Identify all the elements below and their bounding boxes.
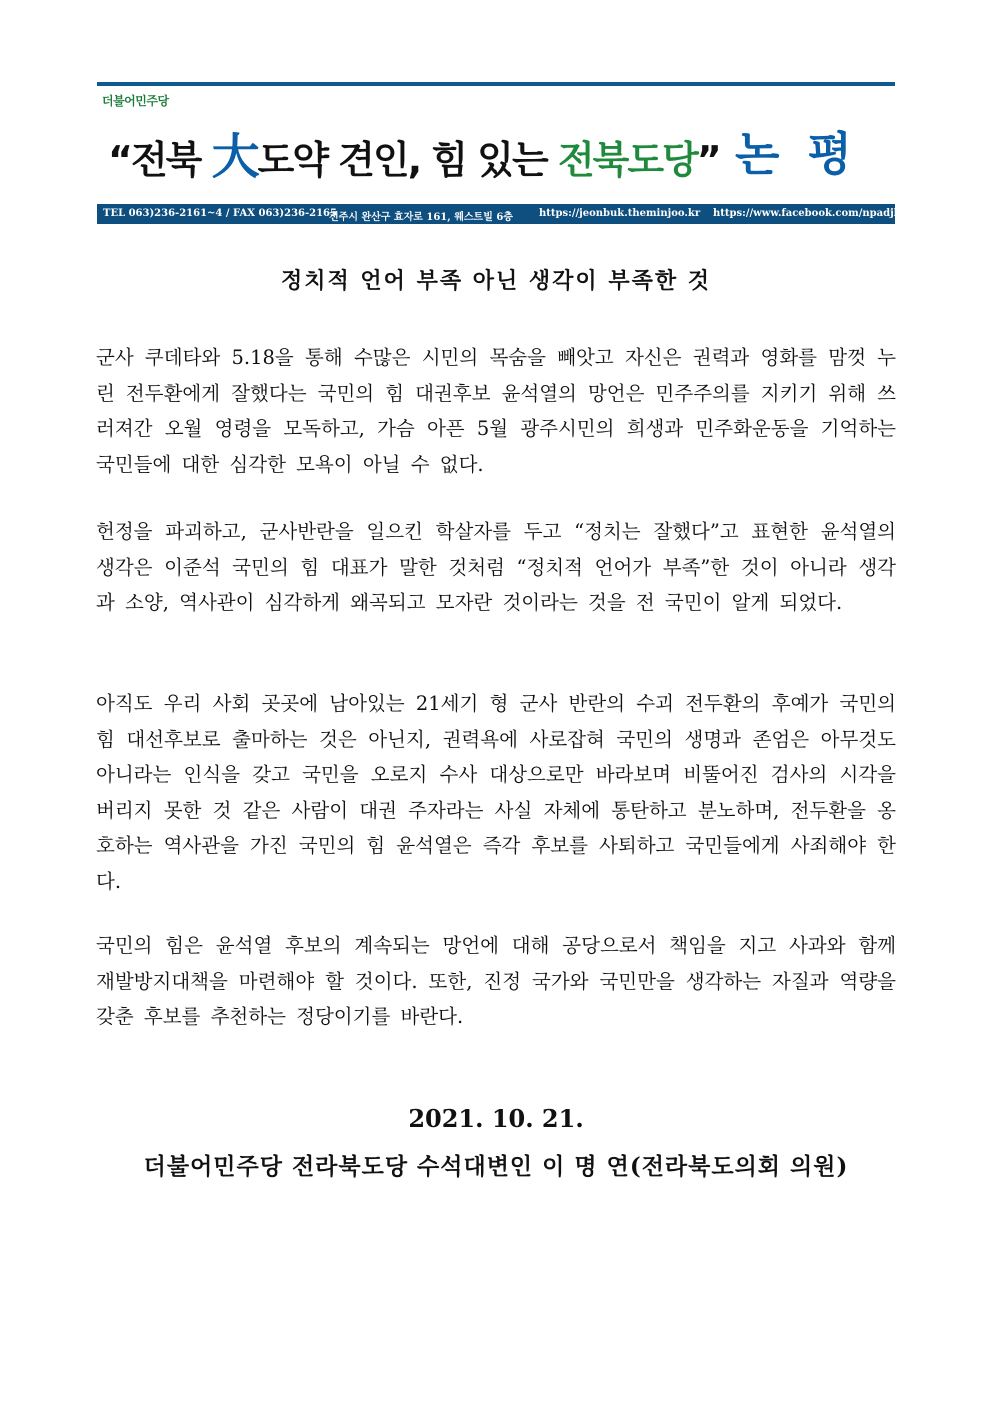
paragraph-4: 국민의 힘은 윤석열 후보의 계속되는 망언에 대해 공당으로서 책임을 지고 사과와 함께 재발방지대책을 마련해야 할 것이다. 또한, 진정 국가와 국민만을 생각하는 자질과 역량을 갖춘 후보를 추천하는 정당이기를 바란다. <box>96 934 896 1028</box>
slogan-big-char: 大 <box>211 129 258 185</box>
release-date: 2021. 10. 21. <box>408 1104 584 1133</box>
paragraph-1: 군사 쿠데타와 5.18을 통해 수많은 시민의 목숨을 빼앗고 자신은 권력과 영화를 맘껏 누린 전두환에게 잘했다는 국민의 힘 대권후보 윤석열의 망언은 민주주의를 지키기 위해 쓰러져간 오월 영령을 모독하고, 가슴 아픈 5월 광주시민의 희생과 민주화운동을 기억하는 국민들에 대한 심각한 모욕이 아닐 수 없다. <box>96 346 896 476</box>
contact-tel: TEL 063)236-2161~4 / FAX 063)236-2165 <box>103 208 337 219</box>
slogan-mid: 도약 견인, 힘 있는 <box>257 138 558 182</box>
header-top-rule <box>97 82 895 86</box>
signature: 더불어민주당 전라북도당 수석대변인 이 명 연(전라북도의회 의원) <box>143 1153 849 1180</box>
slogan <box>108 118 720 187</box>
paragraph-3: 아직도 우리 사회 곳곳에 남아있는 21세기 형 군사 반란의 수괴 전두환의 후예가 국민의 힘 대선후보로 출마하는 것은 아닌지, 권력욕에 사로잡혀 국민의 생명과 존엄은 아무것도 아니라는 인식을 갖고 국민을 오로지 수사 대상으로만 바라보며 비뚤어진 검사의 시각을 버리지 못한 것 같은 사람이 대권 주자라는 사실 자체에 통탄하고 분노하며, 전두환을 옹호하는 역사관을 가진 국민의 힘 윤석열은 즉각 후보를 사퇴하고 국민들에게 사죄해야 한다. <box>96 692 896 893</box>
contact-address: 전주시 완산구 효자로 161, 웨스트빌 6층 <box>329 212 513 223</box>
party-logo: 더불어민주당 <box>102 94 169 108</box>
slogan-open: “전북 <box>108 138 212 182</box>
slogan-green: 전북도당 <box>557 138 697 182</box>
contact-site-link[interactable]: https://jeonbuk.theminjoo.kr <box>539 208 701 219</box>
document-title: 정치적 언어 부족 아닌 생각이 부족한 것 <box>281 268 711 294</box>
document-type-label: 논 평 <box>735 127 858 181</box>
slogan-close: ” <box>696 138 720 182</box>
contact-bar <box>97 204 901 224</box>
paragraph-2: 헌정을 파괴하고, 군사반란을 일으킨 학살자를 두고 “정치는 잘했다”고 표현한 윤석열의 생각은 이준석 국민의 힘 대표가 말한 것처럼 “정치적 언어가 부족”한 것이 아니라 생각과 소양, 역사관이 심각하게 왜곡되고 모자란 것이라는 것을 전 국민이 알게 되었다. <box>96 520 896 614</box>
contact-facebook-link[interactable]: https://www.facebook.com/npadjb <box>713 208 901 219</box>
